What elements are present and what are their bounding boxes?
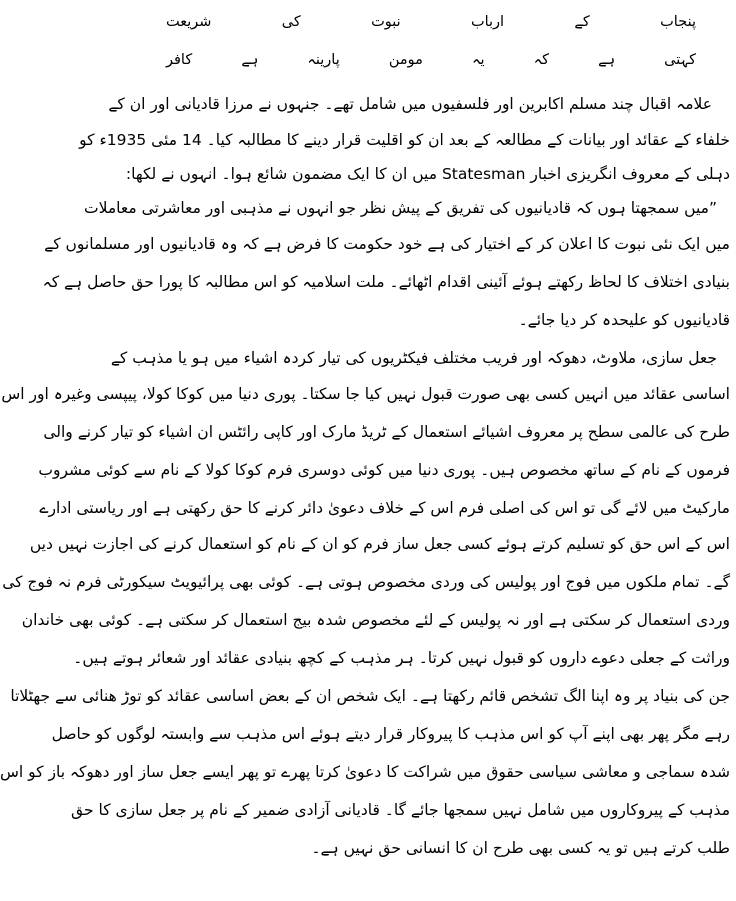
quote-line-3: بنیادی اختلاف کا لحاظ رکھتے ہوئے آئینی اقدام اٹھائے۔ ملت اسلامیہ کو اس مطالبہ کا پورا حق حاصل ہے کہ bbox=[42, 273, 730, 291]
paragraph-2-line-14: طلب کرتے ہیں تو یہ کسی بھی طرح ان کا انسانی حق نہیں ہے۔ bbox=[311, 839, 730, 857]
paragraph-2-line-11: رہے مگر پھر بھی اپنے آپ کو اس مذہب کا پیروکار قرار دیتے ہوئے اس مذہب سے وابستہ لوگوں کو حاصل bbox=[51, 725, 730, 743]
quote-line-1: ”میں سمجھتا ہوں کہ قادیانیوں کی تفریق کے پیش نظر جو انہوں نے مذہبی اور معاشرتی معاملات bbox=[84, 199, 717, 217]
verse-line-1: پنجاب کے ارباب نبوت کی شریعت bbox=[166, 14, 696, 30]
paragraph-2-line-8: وردی استعمال کر سکتی ہے اور نہ پولیس کے لئے مخصوص شدہ بیج استعمال کر سکتی ہے۔ کوئی بھی خاندان bbox=[21, 611, 730, 629]
paragraph-2-line-9: وراثت کے جعلی دعوے داروں کو قبول نہیں کرتا۔ ہر مذہب کے کچھ بنیادی عقائد اور شعائر ہوتے ہیں۔ bbox=[73, 649, 730, 667]
paragraph-2-line-4: فرموں کے نام کے ساتھ مخصوص ہیں۔ پوری دنیا میں کوئی دوسری فرم کوکا کولا کے نام سے کوئی مشروب bbox=[38, 461, 730, 479]
paragraph-2-line-7: گے۔ تمام ملکوں میں فوج اور پولیس کی وردی مخصوص ہوتی ہے۔ کوئی بھی پرائیویٹ سیکورٹی فرم نہ فوج کی bbox=[2, 573, 730, 591]
paragraph-1-line-3: دہلی کے معروف انگریزی اخبار Statesman میں ان کا ایک مضمون شائع ہوا۔ انہوں نے لکھا: bbox=[125, 165, 730, 183]
verse-line-2: کہتی ہے کہ یہ مومن پارینہ ہے کافر bbox=[166, 52, 696, 68]
paragraph-2-line-1: جعل سازی، ملاوٹ، دھوکہ اور فریب مختلف فیکٹریوں کی تیار کردہ اشیاء میں ہو یا مذہب کے bbox=[110, 349, 717, 367]
paragraph-2-line-6: اس کے اس حق کو تسلیم کرتے ہوئے کسی جعل ساز فرم کو ان کے نام کو استعمال کرنے کی اجازت نہیں دیں bbox=[29, 535, 730, 553]
paragraph-2-line-13: مذہب کے پیروکاروں میں شامل نہیں سمجھا جائے گا۔ قادیانی آزادی ضمیر کے نام پر جعل سازی کا حق bbox=[71, 801, 730, 819]
paragraph-2-line-12: شدہ سماجی و معاشی سیاسی حقوق میں شراکت کا دعویٰ کرتا پھرے تو پھر ایسے جعل ساز اور دھوکہ باز کو اس bbox=[0, 763, 730, 781]
paragraph-2-line-5: مارکیٹ میں لائے گی تو اس کی اصلی فرم اس کے خلاف دعویٰ دائر کرنے کا حق رکھتی ہے اور ریاستی ادارے bbox=[39, 499, 730, 517]
paragraph-1-line-1: علامہ اقبال چند مسلم اکابرین اور فلسفیوں میں شامل تھے۔ جنہوں نے مرزا قادیانی اور ان کے bbox=[108, 95, 712, 113]
paragraph-2-line-2: اساسی عقائد میں انہیں کسی بھی صورت قبول نہیں کیا جا سکتا۔ پوری دنیا میں کوکا کولا، پیپسی وغیرہ اور اس bbox=[1, 385, 730, 403]
quote-line-2: میں ایک نئی نبوت کا اعلان کر کے اختیار کی ہے خود حکومت کا فرض ہے کہ وہ قادیانیوں اور مسلمانوں کے bbox=[44, 235, 730, 253]
paragraph-2-line-3: طرح کی عالمی سطح پر معروف اشیائے استعمال کے ٹریڈ مارک اور کاپی رائٹس ان اشیاء کو تیار کرنے والی bbox=[43, 423, 730, 441]
paragraph-2-line-10: جن کی بنیاد پر وہ اپنا الگ تشخص قائم رکھتا ہے۔ ایک شخص ان کے بعض اساسی عقائد کو توڑ ھنائی سے جھٹلاتا bbox=[10, 687, 730, 705]
quote-line-4: قادیانیوں کو علیحدہ کر دیا جائے۔ bbox=[518, 311, 730, 329]
paragraph-1-line-2: خلفاء کے عقائد اور بیانات کے مطالعہ کے بعد ان کو اقلیت قرار دینے کا مطالبہ کیا۔ 14 مئی 1935ء کو bbox=[79, 131, 730, 149]
